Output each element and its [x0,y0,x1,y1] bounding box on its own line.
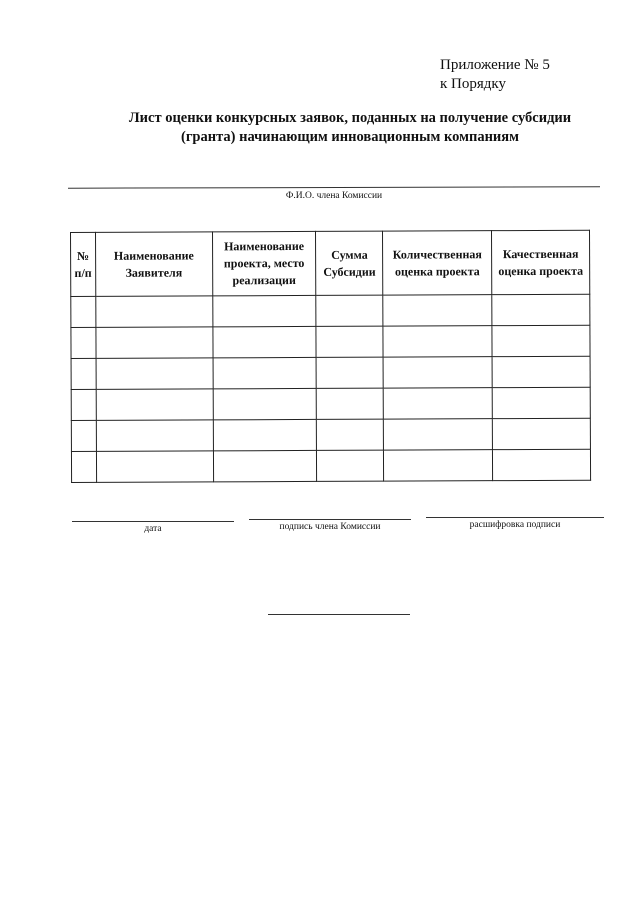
header-quantitative-score: Количественная оценка проекта [383,231,492,295]
table-cell [96,420,213,452]
table-cell [316,326,383,357]
table-cell [96,389,213,421]
table-row [71,294,590,327]
appendix-reference: к Порядку [440,76,506,92]
table-cell [213,450,317,481]
table-cell [213,419,317,450]
header-subsidy-amount: Сумма Субсидии [316,231,383,295]
table-cell [383,357,492,388]
table-cell [492,387,590,418]
table-row [71,418,590,451]
table-cell [316,295,383,326]
table-header-row [71,230,590,296]
table-cell [383,388,492,419]
header-applicant-name: Наименование Заявителя [95,232,212,297]
signature-label: подпись члена Комиссии [279,522,381,532]
table-cell [493,449,591,480]
table-cell [71,451,96,482]
signature-line [249,519,411,520]
appendix-number: Приложение № 5 [440,57,550,73]
table-cell [213,326,317,357]
evaluation-table [70,230,591,483]
table-cell [71,358,96,389]
table-cell [384,419,493,450]
bottom-signature-line [268,614,410,615]
decoding-line [426,517,604,518]
table-cell [492,356,590,387]
header-project-name: Наименование проекта, место реализации [212,231,316,295]
table-cell [384,450,493,481]
table-cell [71,420,96,451]
table-cell [317,450,384,481]
commission-member-line [68,186,600,188]
table-row [71,356,590,389]
table-cell [96,451,213,483]
table-cell [213,357,317,388]
table-cell [317,388,384,419]
table-cell [71,389,96,420]
table-cell [317,419,384,450]
table-cell [71,296,96,327]
document-title [60,109,640,147]
table-cell [96,327,213,359]
table-cell [383,326,492,357]
table-cell [492,418,590,449]
table-cell [213,388,317,419]
header-number: № п/п [71,232,96,296]
decoding-label: расшифровка подписи [469,520,561,530]
date-label: дата [144,524,162,534]
table-row [71,449,590,482]
table-cell [212,295,316,326]
table-cell [96,358,213,390]
table-cell [492,325,590,356]
appendix-note [440,56,550,94]
table-cell [96,296,213,328]
table-cell [316,357,383,388]
table-cell [383,295,492,326]
header-qualitative-score: Качественная оценка проекта [492,230,590,294]
table-cell [492,294,590,325]
commission-member-label: Ф.И.О. члена Комиссии [285,191,383,201]
table-cell [71,327,96,358]
table-row [71,387,590,420]
table-row [71,325,590,358]
document-title-line-1: Лист оценки конкурсных заявок, поданных на получение субсидии [128,110,572,126]
document-title-line-2: (гранта) начинающим инновационным компаниям [181,129,519,145]
date-line [72,521,234,522]
